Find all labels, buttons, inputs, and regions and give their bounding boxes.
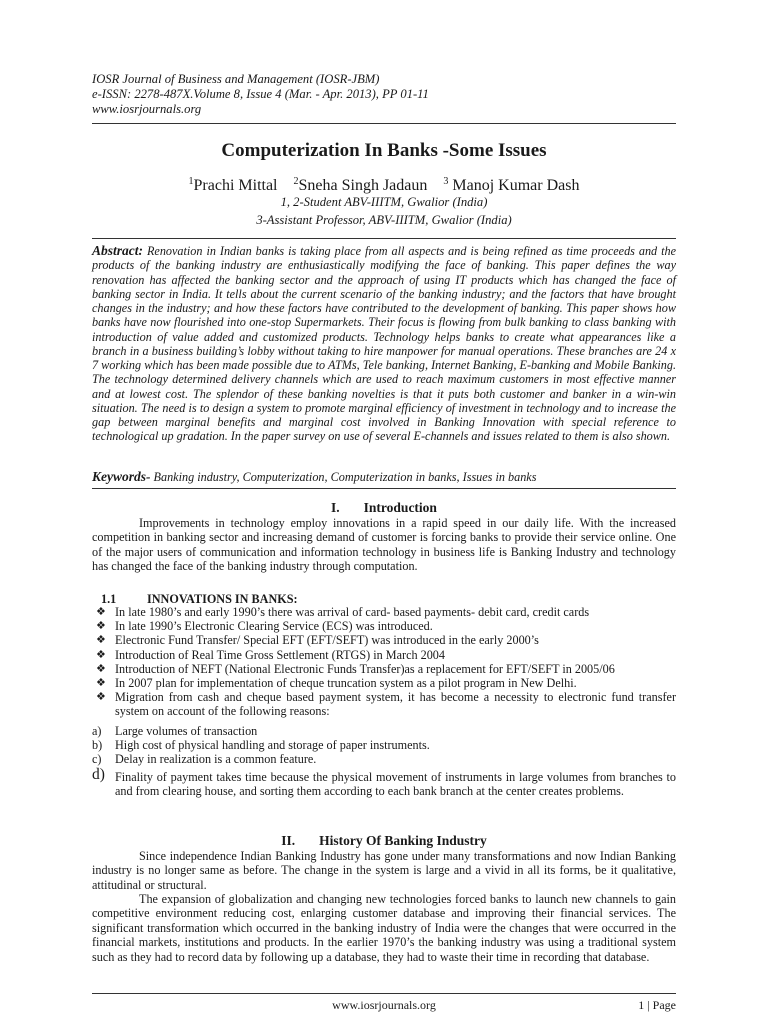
abstract-label: Abstract: xyxy=(92,243,144,258)
list-item xyxy=(92,605,676,619)
list-item xyxy=(92,619,676,633)
header-divider xyxy=(92,123,676,124)
footer-divider xyxy=(92,993,676,994)
history-paragraph-1: Since independence Indian Banking Industry has gone under many transformations and now Indian Banking industry is no longer same as before. The change in the system is large and a vivid in all its forms, be it qualitative, attitudinal or structural. xyxy=(92,849,676,892)
journal-issn: e-ISSN: 2278-487X.Volume 8, Issue 4 (Mar. - Apr. 2013), PP 01-11 xyxy=(92,87,429,101)
list-item xyxy=(92,765,676,798)
journal-name: IOSR Journal of Business and Management (IOSR-JBM) xyxy=(92,72,380,86)
paper-title: Computerization In Banks -Some Issues xyxy=(221,140,547,161)
abstract xyxy=(92,244,676,444)
diamond-bullet-icon: ❖ xyxy=(96,606,106,618)
list-item-text: Introduction of Real Time Gross Settlement (RTGS) in March 2004 xyxy=(115,647,445,662)
author-3-name: Manoj Kumar Dash xyxy=(452,177,580,194)
list-item xyxy=(92,662,676,676)
diamond-bullet-icon: ❖ xyxy=(96,634,106,647)
section-heading-introduction xyxy=(0,500,768,516)
subsection-title: INNOVATIONS IN BANKS: xyxy=(147,592,298,606)
list-marker: d) xyxy=(92,765,105,783)
author-1-name: Prachi Mittal xyxy=(193,177,278,194)
keywords xyxy=(92,469,676,485)
diamond-bullet-icon: ❖ xyxy=(96,648,106,661)
innovations-list xyxy=(92,605,676,719)
list-item-text: Electronic Fund Transfer/ Special EFT (EFT/SEFT) was introduced in the early 2000’s xyxy=(115,633,539,648)
affiliation-students: 1, 2-Student ABV-IIITM, Gwalior (India) xyxy=(280,195,488,209)
list-item xyxy=(92,648,676,662)
list-item-text: Finality of payment takes time because the physical movement of instruments in large volumes from branches to and from clearing house, and sorting them according to each bank branch at the center creates problems. xyxy=(115,769,676,798)
section-1-number: I. xyxy=(331,500,340,515)
list-item-text: Large volumes of transaction xyxy=(115,724,258,738)
journal-url: www.iosrjournals.org xyxy=(92,102,202,116)
abstract-text: Renovation in Indian banks is taking place from all aspects and is being refined as time proceeds and the products of the banking industry are enthusiastically modifying the face of banking. This paper defines the way renovation has affected the banking sector and the approach of using IT products which has changed the face of banking sector in India. It tells about the current scenario of the banking industry; and the factors that have brought changes in the industry; and how these factors have contributed to the development of banking. This paper shows how banks have now flourished into one-stop Supermarkets. Their focus is flowing from bulk banking to class banking with introduction of value added and customized products. Technology helps banks to create what appearances like a branch in a business building’s lobby without taking to hire manpower for manual operations. These branches are 24 x 7 working which has been made possible due to ATMs, Tele banking, Internet Banking, E-banking and Mobile Banking. The technology determined delivery channels which are used to reach maximum customers in most effective manner and at lowest cost. The splendor of these banking novelties is that it puts both customer and banker in a win-win situation. The need is to design a system to promote marginal efficiency of investment in technology and to increase the gap between marginal benefits and marginal cost involved in Banking Innovation with special reference to technological up gradation. In the paper survey on use of several E-channels and issues related to them is also shown. xyxy=(92,244,677,444)
section-2-number: II. xyxy=(281,833,296,848)
diamond-bullet-icon: ❖ xyxy=(96,677,106,690)
footer-url: www.iosrjournals.org xyxy=(332,998,436,1012)
diamond-bullet-icon: ❖ xyxy=(96,662,106,675)
list-item-text: In 2007 plan for implementation of cheque truncation system as a pilot program in New Delhi. xyxy=(115,676,577,691)
list-item xyxy=(92,738,676,752)
list-item-text: High cost of physical handling and storage of paper instruments. xyxy=(115,738,430,753)
section-2-title: History Of Banking Industry xyxy=(319,833,487,848)
abstract-bottom-divider xyxy=(92,488,676,489)
author-2-name: Sneha Singh Jadaun xyxy=(298,177,428,194)
keywords-label: Keywords- xyxy=(92,469,151,484)
keywords-text: Banking industry, Computerization, Computerization in banks, Issues in banks xyxy=(150,470,537,484)
list-item-text: In late 1980’s and early 1990’s there was arrival of card- based payments- debit card, credit cards xyxy=(115,605,590,619)
diamond-bullet-icon: ❖ xyxy=(96,691,106,704)
introduction-paragraph: Improvements in technology employ innovations in a rapid speed in our daily life. With the increased competition in banking sector and increasing demand of customer is forcing banks to provide their service online. One of the major users of communication and information technology in business life is Banking Industry and technology has changed the face of the banking industry through computation. xyxy=(92,516,676,574)
list-item xyxy=(92,676,676,690)
list-item-text: Introduction of NEFT (National Electronic Funds Transfer)as a replacement for EFT/SEFT in 2005/06 xyxy=(115,661,615,676)
history-paragraph-2: The expansion of globalization and changing new technologies forced banks to launch new channels to gain competitive environment reducing cost, enlarging customer database and improving their financial services. The significant transformation which occurred in the banking industry of India were the changes that were occurred in the financial markets, institutions and products. In the earlier 1970’s the banking industry was using a traditional system such as they had to record data by following up a database, they had to waste their time in recording that database. xyxy=(92,892,676,964)
section-1-title: Introduction xyxy=(363,500,437,515)
list-item-text: In late 1990’s Electronic Clearing Service (ECS) was introduced. xyxy=(115,619,433,634)
author-list xyxy=(0,176,768,195)
list-marker: c) xyxy=(92,752,102,767)
affiliation-professor: 3-Assistant Professor, ABV-IIITM, Gwalior (India) xyxy=(256,213,512,227)
journal-header xyxy=(92,72,429,117)
page-number: 1 | Page xyxy=(638,998,676,1012)
author-1-sup: 1 xyxy=(188,176,194,187)
list-marker: b) xyxy=(92,738,103,753)
list-item-text: Migration from cash and cheque based payment system, it has become a necessity to electronic fund transfer system on account of the following reasons: xyxy=(115,690,676,719)
list-item xyxy=(92,752,676,766)
list-item-text: Delay in realization is a common feature. xyxy=(115,752,317,767)
list-item xyxy=(92,633,676,647)
section-heading-history xyxy=(0,833,768,849)
diamond-bullet-icon: ❖ xyxy=(96,620,106,633)
list-item xyxy=(92,724,676,738)
list-item xyxy=(92,690,676,718)
author-3-sup: 3 xyxy=(443,176,449,187)
subsection-number: 1.1 xyxy=(101,592,117,606)
abstract-top-divider xyxy=(92,238,676,239)
list-marker: a) xyxy=(92,724,102,738)
author-2-sup: 2 xyxy=(293,176,299,187)
reasons-list xyxy=(92,724,676,798)
